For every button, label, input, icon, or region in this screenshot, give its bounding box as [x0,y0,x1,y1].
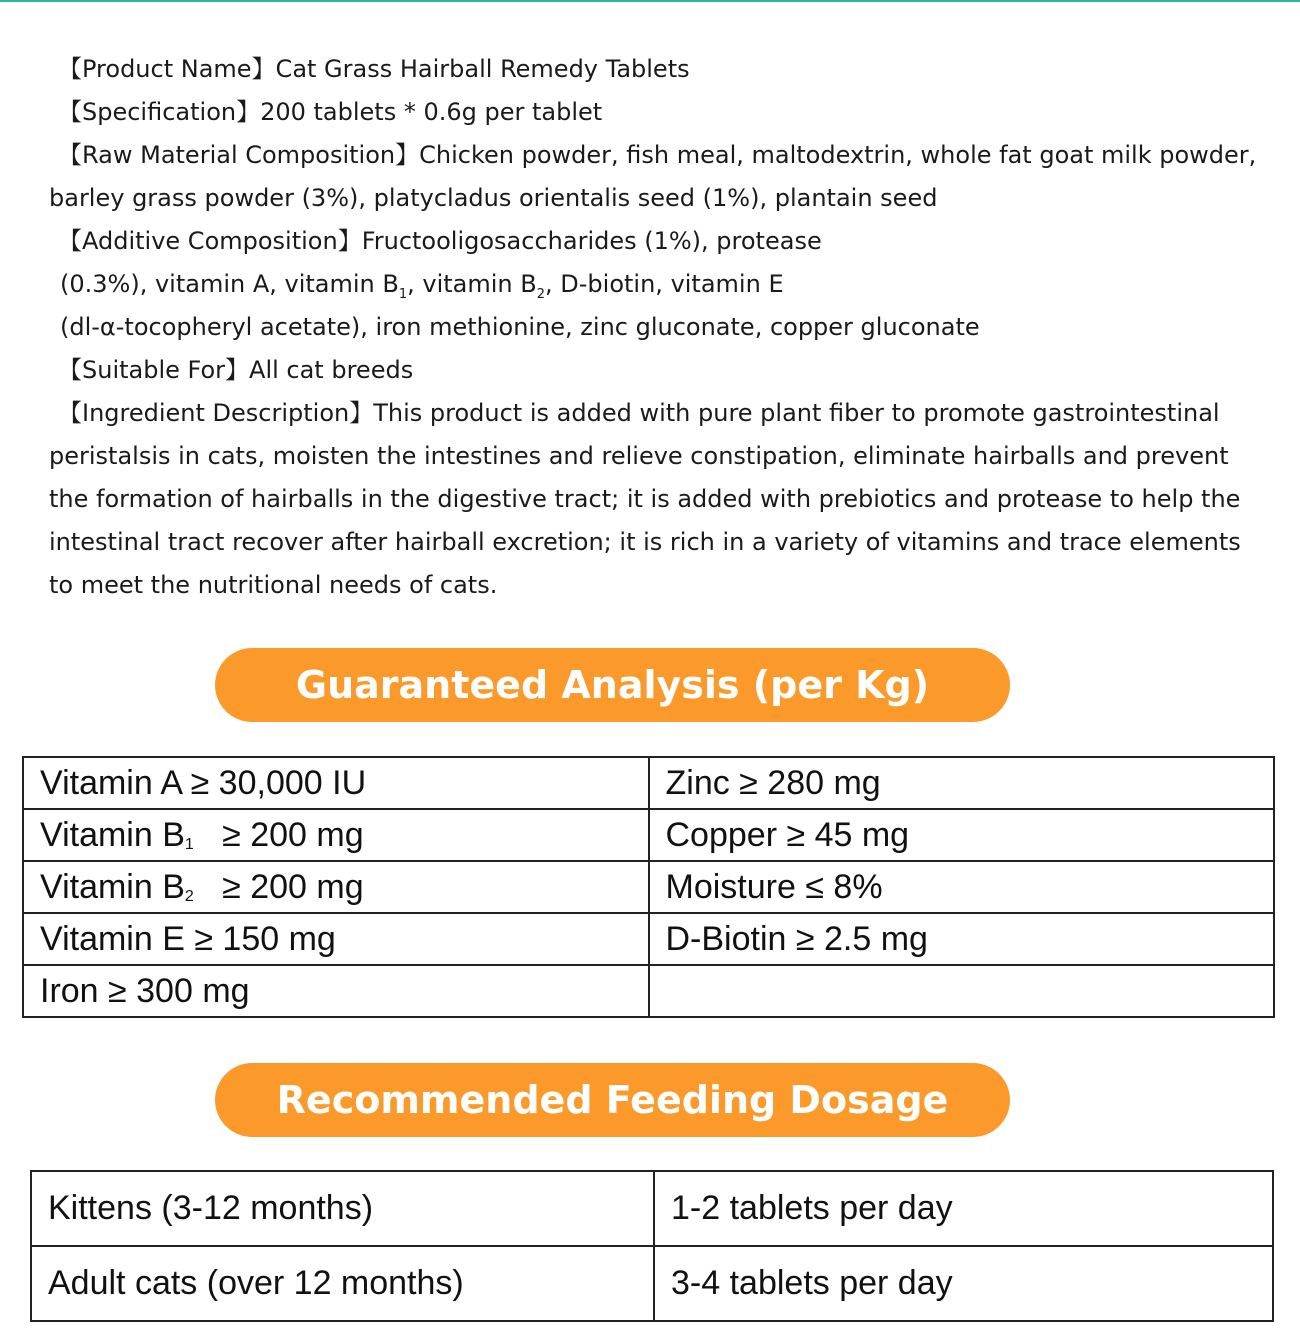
table-row [23,861,1274,913]
table-row [23,757,1274,809]
suitable-for-line: 【Suitable For】All cat breeds [58,356,414,384]
ingredient-line-5: to meet the nutritional needs of cats. [49,571,498,599]
subscript-2: 2 [536,287,546,302]
analysis-table [22,756,1275,1018]
raw-material-line: 【Raw Material Composition】Chicken powder, fish meal, maltodextrin, whole fat goat milk powder, [58,141,1257,169]
analysis-cell-left [23,861,649,913]
vitamin-subscript: 2 [184,887,194,905]
table-row [31,1246,1273,1321]
analysis-cell-right [649,965,1275,1017]
ingredient-line: 【Ingredient Description】This product is added with pure plant fiber to promote gastrointestinal [58,399,1220,427]
dosage-group-cell: Kittens (3-12 months) [31,1171,654,1246]
additive-line: 【Additive Composition】Fructooligosaccharides (1%), protease [58,227,822,255]
dosage-amount-cell: 3-4 tablets per day [654,1246,1273,1321]
table-row [23,965,1274,1017]
dosage-group-cell: Adult cats (over 12 months) [31,1246,654,1321]
vitamin-value: ≥ 200 mg [193,867,364,906]
analysis-cell-left: Vitamin E ≥ 150 mg [23,913,649,965]
analysis-cell-left [23,809,649,861]
additive-text-b: , vitamin B [407,270,537,298]
ingredient-line-4: intestinal tract recover after hairball excretion; it is rich in a variety of vitamins and trace elements [49,528,1241,556]
top-divider [0,0,1300,2]
product-name-line: 【Product Name】Cat Grass Hairball Remedy Tablets [58,55,690,83]
additive-text-c: , D-biotin, vitamin E [545,270,784,298]
vitamin-label: Vitamin B [40,867,185,906]
table-row [23,809,1274,861]
additive-line-3: (dl-α-tocopheryl acetate), iron methionine, zinc gluconate, copper gluconate [60,313,980,341]
analysis-cell-right: D-Biotin ≥ 2.5 mg [649,913,1275,965]
analysis-heading: Guaranteed Analysis (per Kg) [215,648,1010,722]
specification-line: 【Specification】200 tablets * 0.6g per tablet [58,98,603,126]
vitamin-value: ≥ 200 mg [193,815,364,854]
analysis-cell-left: Vitamin A ≥ 30,000 IU [23,757,649,809]
analysis-cell-right: Moisture ≤ 8% [649,861,1275,913]
ingredient-line-2: peristalsis in cats, moisten the intestines and relieve constipation, eliminate hairballs and prevent [49,442,1229,470]
dosage-heading: Recommended Feeding Dosage [215,1063,1010,1137]
additive-text-a: (0.3%), vitamin A, vitamin B [60,270,399,298]
raw-material-line-2: barley grass powder (3%), platycladus orientalis seed (1%), plantain seed [49,184,938,212]
analysis-cell-right: Copper ≥ 45 mg [649,809,1275,861]
analysis-cell-right: Zinc ≥ 280 mg [649,757,1275,809]
vitamin-subscript: 1 [184,835,194,853]
additive-line-2 [60,263,784,306]
dosage-amount-cell: 1-2 tablets per day [654,1171,1273,1246]
analysis-cell-left: Iron ≥ 300 mg [23,965,649,1017]
subscript-1: 1 [398,287,408,302]
ingredient-line-3: the formation of hairballs in the digestive tract; it is added with prebiotics and protease to help the [49,485,1241,513]
table-row [31,1171,1273,1246]
dosage-table [30,1170,1274,1322]
vitamin-label: Vitamin B [40,815,185,854]
table-row [23,913,1274,965]
